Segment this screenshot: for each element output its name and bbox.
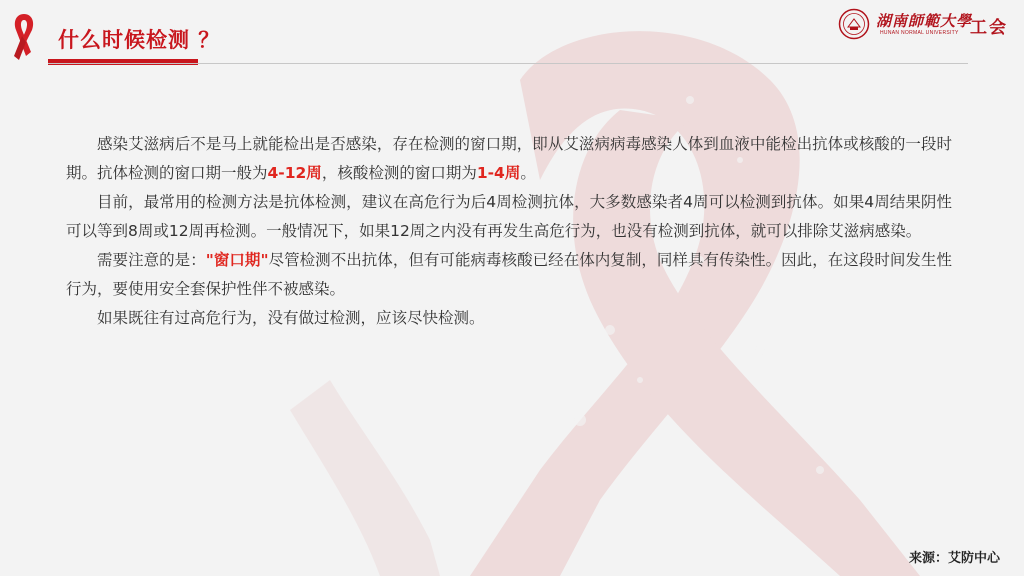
university-name: 湖南師範大學 <box>876 12 973 30</box>
red-ribbon-icon <box>4 10 44 64</box>
title-underline-accent <box>48 59 198 65</box>
paragraph-window-period <box>66 130 952 188</box>
paragraph-recommendation: 如果既往有过高危行为，没有做过检测，应该尽快检测。 <box>97 309 485 327</box>
union-label: 工会 <box>970 18 1008 38</box>
header-divider <box>48 63 968 64</box>
nucleic-acid-window-highlight: 1-4周 <box>476 164 521 182</box>
paragraph1-text-a: 感染艾滋病后不是马上就能检出是否感染，存在检测的窗口期，即从艾滋病病毒感染人体到血液中能检出抗体或核酸的一段时期。抗体检测的窗口期一般为 <box>66 135 952 182</box>
window-period-highlight: "窗口期" <box>205 251 269 269</box>
paragraph3-text-a: 需要注意的是： <box>97 251 206 269</box>
paragraph1-text-c: 。 <box>520 164 536 182</box>
paragraph-caution <box>66 246 952 304</box>
source-note: 来源：艾防中心 <box>908 551 1000 566</box>
paragraph1-text-b: ，核酸检测的窗口期为 <box>321 164 477 182</box>
paragraph3-text-b: 尽管检测不出抗体，但有可能病毒核酸已经在体内复制，同样具有传染性。因此，在这段时间发生性行为，要使用安全套保护性伴不被感染。 <box>66 251 952 298</box>
university-seal-icon <box>838 8 870 40</box>
slide-header <box>0 0 1024 70</box>
main-content <box>66 130 952 333</box>
antibody-window-highlight: 4-12周 <box>267 164 322 182</box>
university-logo <box>838 8 1018 42</box>
paragraph-detection-method: 目前，最常用的检测方法是抗体检测，建议在高危行为后4周检测抗体，大多数感染者4周可以检测到抗体。如果4周结果阴性可以等到8周或12周再检测。一般情况下，如果12周之内没有再发生高危行为，也没有检测到抗体，就可以排除艾滋病感染。 <box>66 193 952 240</box>
page-title: 什么时候检测 ？ <box>58 28 221 52</box>
university-english-name: HUNAN NORMAL UNIVERSITY <box>880 30 959 36</box>
